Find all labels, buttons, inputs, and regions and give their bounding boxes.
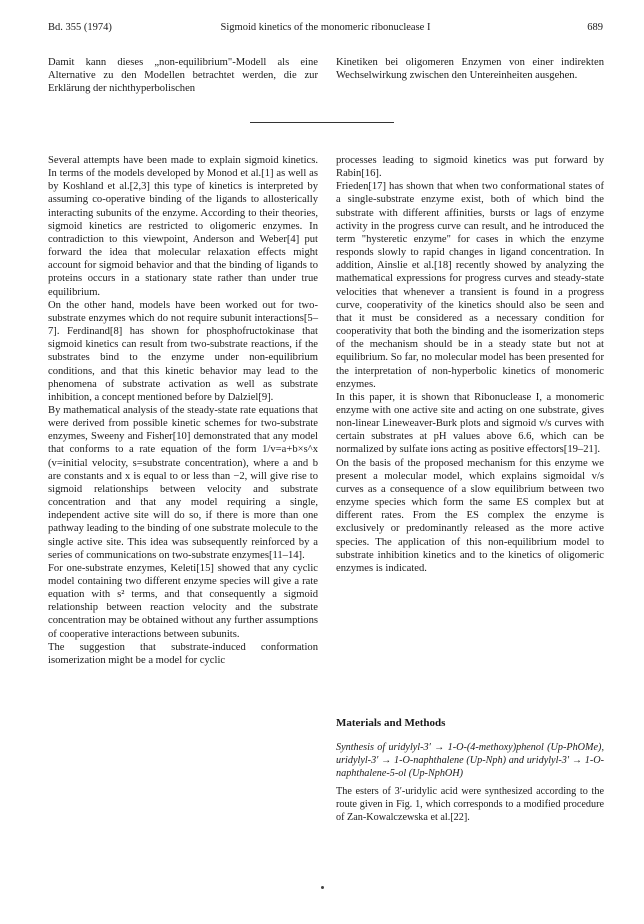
paragraph: Frieden[17] has shown that when two conformational states of a single-substrate enzyme exist, both of which bind the substrate with different affinities, bursts or lags of enzyme activity in the progress curve can result, and he introduced the term "hysteretic enzyme" for cases in which the enzyme responds slowly to rapid changes in ligand concentration. In addition, Ainslie et al.[18] recently showed by analyzing the mathematical expressions for progress curves and steady-state velocities that whenever a transient is found in a progress curve, cooperativity of the kinetics should also be seen and that it must be considered as a necessary condition for cooperativity that both the binding and the isomerization steps of the mechanism should be in a steady state but not at equilibrium. So far, no molecular model has been presented for the interpretation of non-hyperbolic kinetics of monomeric enzymes. [336,181,604,390]
section-heading: Materials and Methods [336,717,446,729]
german-paragraph: Kinetiken bei oligomeren Enzymen von einer indirekten Wechselwirkung zwischen den Untereinheiten ausgehen. [336,57,604,82]
right-column [336,154,604,575]
running-title: Sigmoid kinetics of the monomeric ribonuclease I [220,22,431,33]
methods-subheading: Synthesis of uridylyl-3′ → 1-O-(4-methoxy)phenol (Up-PhOMe), uridylyl-3′ → 1-O-naphthalene (Up-Nph) and uridylyl-3′ → 1-O-naphthalene-5-ol (Up-NphOH) [336,742,604,780]
german-summary-right [336,56,604,82]
methods-section [336,741,604,825]
paragraph: In this paper, it is shown that Ribonuclease I, a monomeric enzyme with one active site and acting on one substrate, gives non-linear Lineweaver-Burk plots and sigmoid v/s curves with certain substrates at pH values above 6.6, which can be normalized by sulfate ions acting as positive effectors[19–21]. [336,391,604,456]
volume-label: Bd. 355 (1974) [48,22,112,33]
page-mark [321,886,324,889]
german-paragraph: Damit kann dieses „non-equilibrium"-Modell als eine Alternative zu den Modellen betrachtet werden, die zur Erklärung der nichthyperbolischen [48,57,318,95]
running-header [48,22,603,36]
methods-paragraph: The esters of 3′-uridylic acid were synthesized according to the route given in Fig. 1, which corresponds to a modified procedure of Zan-Kowalczewska et al.[22]. [336,786,604,824]
left-column [48,154,318,667]
paragraph: The suggestion that substrate-induced conformation isomerization might be a model for cyclic [48,641,318,666]
german-summary-left [48,56,318,95]
paragraph: For one-substrate enzymes, Keleti[15] showed that any cyclic model containing two different enzyme species will give a rate equation with s² terms, and that consequently a sigmoid relationship between reaction velocity and the substrate concentration may be obtained without any further assumptions of cooperative interactions between subunits. [48,562,318,640]
paragraph: By mathematical analysis of the steady-state rate equations that were derived from possible kinetic schemes for two-substrate enzymes, Sweeny and Fisher[10] demonstrated that any model that conforms to a rate equation of the form 1/v=a+b×s^x (v=initial velocity, s=substrate concentration), where a and b are constants and x is equal to or less than −2, will give rise to sigmoid relationships between velocity and substrate concentration and that any model requiring a single, independent active site will do so, if there is more than one pathway leading to the binding of one substrate molecule to the single active site. This idea was subsequently reinforced by a series of communications on two-substrate enzymes[11–14]. [48,404,318,561]
paragraph: On the basis of the proposed mechanism for this enzyme we present a molecular model, which explains sigmoidal v/s curves as a consequence of a slow equilibrium between two enzyme species which form the same ES complex but at different rates. From the ES complex the enzyme is exclusively or predominantly released as the more active species. The application of this non-equilibrium model to substrate inhibition kinetics and to the kinetics of oligomeric enzymes is indicated. [336,457,604,574]
paragraph: On the other hand, models have been worked out for two-substrate enzymes which do not require subunit interactions[5–7]. Ferdinand[8] has shown for phosphofructokinase that sigmoid kinetics can result from two-substrate reactions, if the substrates bind to the enzyme under non-equilibrium conditions, and that this kinetic behavior may lead to the phenomena of substrate activation as well as substrate inhibition, a concept mentioned before by Dalziel[9]. [48,299,318,403]
page-number: 689 [587,22,603,33]
section-divider [250,122,394,123]
paragraph: Several attempts have been made to explain sigmoid kinetics. In terms of the models developed by Monod et al.[1] as well as by Koshland et al.[2,3] this type of kinetics is interpreted by assuming co-operative binding of the ligands to allosterically interacting subunits of the enzyme. According to their theories, sigmoid kinetics are restricted to oligomeric enzymes. In contradiction to this viewpoint, Anderson and Weber[4] put forward the idea that molecular relaxation effects might account for sigmoid behavior and that the binding of ligands to proteins occurs in a stationary state rather than under true equilibrium. [48,155,318,298]
paragraph: processes leading to sigmoid kinetics was put forward by Rabin[16]. [336,155,604,180]
